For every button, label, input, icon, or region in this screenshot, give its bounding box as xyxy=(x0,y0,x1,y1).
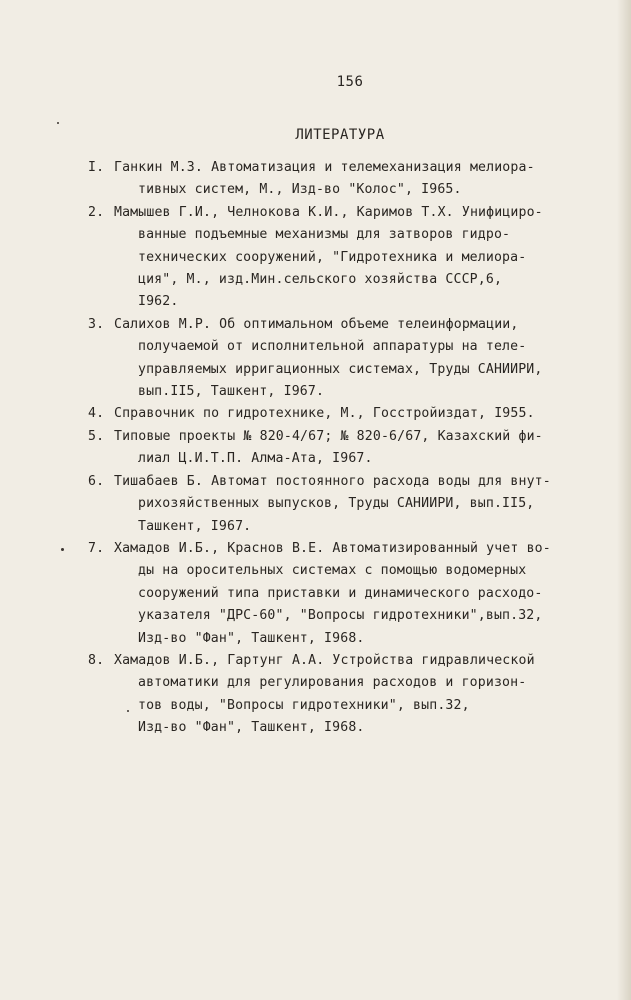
reference-line: Изд-во "Фан", Ташкент, I968. xyxy=(138,630,365,646)
reference-line: Справочник по гидротехнике, М., Госстройиздат, I955. xyxy=(114,406,535,422)
reference-line: указателя "ДРС-60", "Вопросы гидротехники",вып.32, xyxy=(138,608,543,624)
reference-line: тов воды, "Вопросы гидротехники", вып.32, xyxy=(138,697,470,713)
reference-line: ды на оросительных системах с помощью водомерных xyxy=(138,563,527,579)
page-title: ЛИТЕРАТУРА xyxy=(295,127,385,143)
reference-number: 6. xyxy=(88,473,105,489)
reference-number: 4. xyxy=(88,406,105,422)
reference-text xyxy=(114,471,628,538)
reference-line: автоматики для регулирования расходов и горизон- xyxy=(138,675,527,691)
reference-line: Ганкин М.З. Автоматизация и телемеханизация мелиора- xyxy=(114,160,535,175)
reference-item xyxy=(88,538,628,650)
reference-line: ция", М., изд.Мин.сельского хозяйства СССР,6, xyxy=(138,272,503,288)
reference-item xyxy=(88,157,628,202)
reference-line: Ташкент, I967. xyxy=(138,518,252,534)
reference-line: тивных систем, М., Изд-во "Колос", I965. xyxy=(138,182,462,198)
reference-line: Тишабаев Б. Автомат постоянного расхода воды для внут- xyxy=(114,473,551,489)
reference-line: Типовые проекты № 820-4/67; № 820-6/67, Казахский фи- xyxy=(114,428,543,444)
reference-text xyxy=(114,403,628,425)
reference-line: I962. xyxy=(138,294,179,310)
reference-number: 7. xyxy=(88,540,105,556)
reference-line: сооружений типа приставки и динамического расходо- xyxy=(138,585,543,601)
reference-number: I. xyxy=(88,160,105,175)
reference-text xyxy=(114,202,628,314)
reference-line: технических сооружений, "Гидротехника и мелиора- xyxy=(138,249,527,265)
reference-item xyxy=(88,202,628,314)
reference-text xyxy=(114,426,628,471)
reference-line: лиал Ц.И.Т.П. Алма-Ата, I967. xyxy=(138,451,373,467)
reference-line: вып.II5, Ташкент, I967. xyxy=(138,384,325,400)
reference-line: Салихов М.Р. Об оптимальном объеме телеинформации, xyxy=(114,316,519,332)
reference-item xyxy=(88,403,628,425)
reference-line: рихозяйственных выпусков, Труды САНИИРИ, вып.II5, xyxy=(138,496,535,512)
reference-text xyxy=(114,314,628,404)
page-number: 156 xyxy=(336,74,364,90)
reference-line: Мамышев Г.И., Челнокова К.И., Каримов Т.Х. Унифициро- xyxy=(114,204,543,220)
reference-text xyxy=(114,538,628,650)
scan-speck xyxy=(127,710,129,712)
reference-line: Хамадов И.Б., Гартунг А.А. Устройства гидравлической xyxy=(114,652,535,668)
reference-number: 5. xyxy=(88,428,105,444)
reference-line: управляемых ирригационных системах, Труды САНИИРИ, xyxy=(138,361,543,377)
reference-list xyxy=(88,157,628,740)
reference-item xyxy=(88,471,628,538)
reference-text xyxy=(114,650,628,740)
reference-item xyxy=(88,314,628,404)
reference-line: Хамадов И.Б., Краснов В.Е. Автоматизированный учет во- xyxy=(114,540,551,556)
reference-line: получаемой от исполнительной аппаратуры на теле- xyxy=(138,339,527,355)
reference-line: ванные подъемные механизмы для затворов гидро- xyxy=(138,227,511,243)
reference-number: 8. xyxy=(88,652,105,668)
reference-number: 2. xyxy=(88,204,105,220)
scan-speck xyxy=(57,122,59,124)
reference-line: Изд-во "Фан", Ташкент, I968. xyxy=(138,720,365,736)
scan-speck xyxy=(61,548,64,551)
reference-number: 3. xyxy=(88,316,105,332)
reference-text xyxy=(114,157,628,202)
reference-item xyxy=(88,650,628,740)
reference-item xyxy=(88,426,628,471)
